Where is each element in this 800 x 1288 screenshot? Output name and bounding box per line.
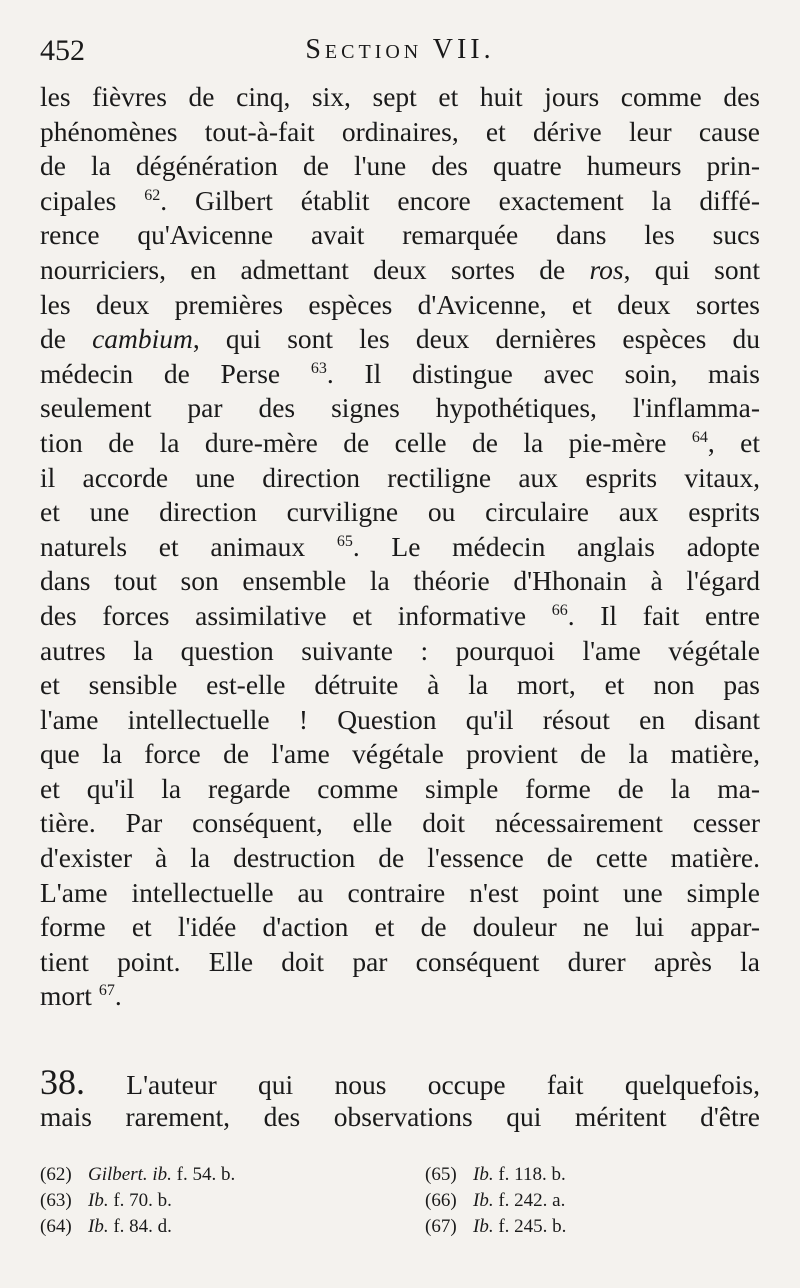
text-run: . Le médecin anglais adopte [352, 530, 760, 562]
text-run: que la force de l'ame végétale provient de la matière, [40, 738, 760, 770]
footnote-source: Ib. [473, 1190, 494, 1211]
text-line [40, 115, 760, 150]
paragraph-38-line-2: mais rarement, des observations qui méritent d'être [40, 1100, 760, 1132]
text-run: et qu'il la regarde comme simple forme de la ma- [40, 772, 760, 804]
footnote [425, 1214, 755, 1240]
text-line [40, 322, 760, 357]
text-line [40, 599, 760, 634]
footnote-folio: f. 70. b. [108, 1190, 172, 1211]
text-line [40, 461, 760, 496]
text-run: forme et l'idée d'action et de douleur ne lui appar- [40, 911, 760, 943]
text-line [40, 495, 760, 530]
text-line [40, 806, 760, 841]
text-run: tière. Par conséquent, elle doit nécessairement cesser [40, 807, 760, 839]
footnote-marker: 65 [336, 532, 353, 550]
footnote-number: (63) [40, 1190, 72, 1211]
text-line [40, 737, 760, 772]
text-run: d'exister à la destruction de l'essence de cette matière. [40, 842, 760, 874]
text-run: dans tout son ensemble la théorie d'Hhonain à l'égard [40, 565, 760, 597]
text-run: . Il fait entre [567, 599, 760, 631]
text-line [40, 979, 760, 1014]
text-line [40, 253, 760, 288]
footnote-marker: 63 [310, 359, 327, 377]
footnote [40, 1188, 370, 1214]
text-run: . Gilbert établit encore exactement la diffé- [160, 184, 760, 216]
text-line [40, 426, 760, 461]
footnote-number: (62) [40, 1164, 72, 1185]
text-run: , qui sont [623, 253, 760, 285]
text-line [40, 876, 760, 911]
text-line [40, 772, 760, 807]
text-line [40, 184, 760, 219]
italic-term: ros [589, 253, 624, 285]
footnote-folio: f. 84. d. [108, 1216, 172, 1237]
footnote-marker: 67 [98, 982, 115, 1000]
section-number: 38. [40, 1062, 85, 1102]
text-run: et sensible est-elle détruite à la mort, et non pas [40, 669, 760, 701]
text-run: autres la question suivante : pourquoi l'ame végétale [40, 634, 760, 666]
footnote [40, 1162, 370, 1188]
page-header [40, 30, 760, 70]
footnotes-left-column [40, 1162, 370, 1240]
text-run: les fièvres de cinq, six, sept et huit jours comme des [40, 81, 760, 112]
text-line [40, 357, 760, 392]
text-run: nourriciers, en admettant deux sortes de [40, 253, 590, 285]
footnote-number: (64) [40, 1216, 72, 1237]
text-line [40, 910, 760, 945]
text-run: médecin de Perse [40, 357, 311, 389]
paragraph-main [40, 80, 760, 1014]
text-run: . Il distingue avec soin, mais [326, 357, 760, 389]
text-run: des forces assimilative et informative [40, 599, 552, 631]
text-line [40, 945, 760, 980]
footnote-source: Ib. [473, 1164, 494, 1185]
text-line [40, 218, 760, 253]
footnote-folio: f. 245. b. [493, 1216, 567, 1237]
text-run: cipales [40, 184, 145, 216]
text-run: et une direction curviligne ou circulaire aux esprits [40, 496, 760, 528]
footnote-source: Ib. [88, 1190, 109, 1211]
italic-term: cambium [92, 323, 193, 355]
footnote-number: (67) [425, 1216, 457, 1237]
text-line [40, 391, 760, 426]
text-run: les deux premières espèces d'Avicenne, et deux sortes [40, 288, 760, 320]
text-run: mort [40, 980, 99, 1012]
footnote-source: Ib. [88, 1216, 109, 1237]
text-run: phénomènes tout-à-fait ordinaires, et dérive leur cause [40, 115, 760, 147]
footnote-number: (65) [425, 1164, 457, 1185]
text-run: tion de la dure-mère de celle de la pie-mère [40, 426, 692, 458]
page-number: 452 [40, 34, 85, 67]
footnotes-right-column [425, 1162, 755, 1240]
text-line [40, 703, 760, 738]
text-run: tient point. Elle doit par conséquent durer après la [40, 945, 760, 977]
footnote-source: Ib. [473, 1216, 494, 1237]
footnote [425, 1162, 755, 1188]
text-run: de [40, 323, 93, 355]
text-run: L'ame intellectuelle au contraire n'est point une simple [40, 876, 760, 908]
footnote-folio: f. 242. a. [493, 1190, 566, 1211]
text-run: rence qu'Avicenne avait remarquée dans les sucs [40, 219, 760, 251]
text-line [40, 288, 760, 323]
footnote-marker: 66 [551, 601, 568, 619]
text-run: naturels et animaux [40, 530, 337, 562]
text-line [40, 80, 760, 115]
footnote [40, 1214, 370, 1240]
text-run: de la dégénération de l'une des quatre humeurs prin- [40, 150, 760, 182]
footnote-marker: 64 [691, 428, 708, 446]
paragraph-38 [40, 1062, 760, 1134]
footnote-source: Gilbert. ib. [88, 1164, 172, 1185]
text-run: il accorde une direction rectiligne aux esprits vitaux, [40, 461, 760, 493]
text-line [40, 841, 760, 876]
running-title: Section VII. [305, 34, 495, 65]
footnote-number: (66) [425, 1190, 457, 1211]
text-run: , et [707, 426, 760, 458]
text-line [40, 668, 760, 703]
footnote-folio: f. 54. b. [171, 1164, 236, 1185]
footnote [425, 1188, 755, 1214]
text-line [40, 530, 760, 565]
paragraph-38-line-1: L'auteur qui nous occupe fait quelquefois, [126, 1069, 760, 1100]
footnote-folio: f. 118. b. [493, 1164, 566, 1185]
text-run: l'ame intellectuelle ! Question qu'il résout en disant [40, 703, 760, 735]
text-run: . [114, 980, 122, 1012]
text-line [40, 149, 760, 184]
text-line [40, 634, 760, 669]
footnote-marker: 62 [144, 186, 161, 204]
text-run: , qui sont les deux dernières espèces du [192, 323, 760, 355]
text-line [40, 564, 760, 599]
text-run: seulement par des signes hypothétiques, l'inflamma- [40, 392, 760, 424]
